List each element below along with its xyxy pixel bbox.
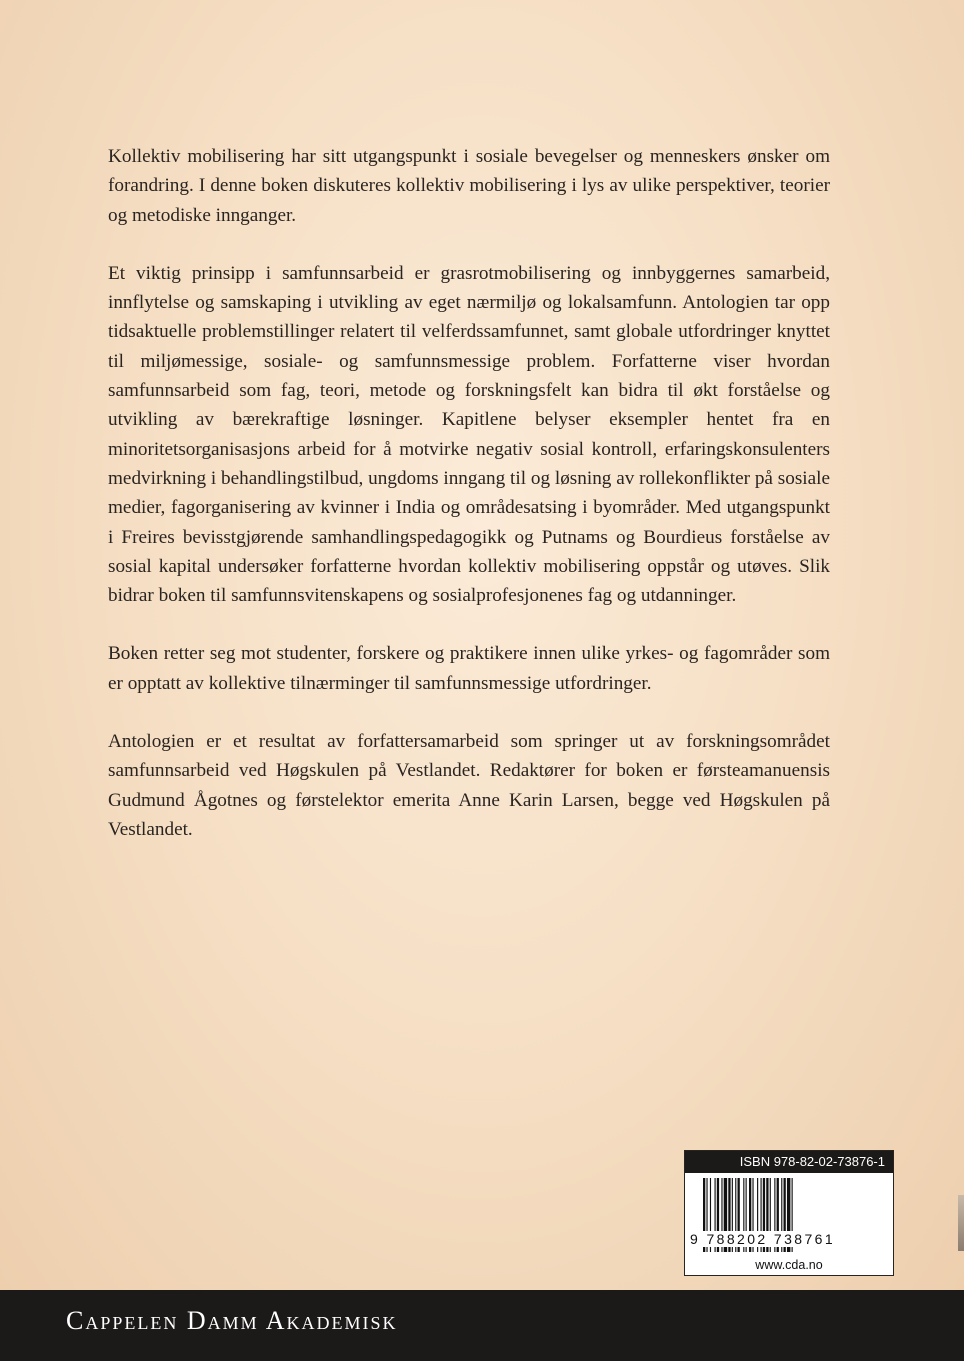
isbn-barcode-box xyxy=(684,1150,894,1276)
blurb-paragraph-4: Antologien er et resultat av forfattersamarbeid som springer ut av forskningsområdet samfunnsarbeid ved Høgskulen på Vestlandet. Redaktører for boken er førsteamanuensis Gudmund Ågotnes og førstelektor emerita Anne Karin Larsen, begge ved Høgskulen på Vestlandet. xyxy=(108,731,830,840)
barcode-digits: 9 788202 738761 xyxy=(690,1231,835,1247)
edge-decoration xyxy=(958,1195,964,1251)
publisher-logo-text: Cappelen Damm Akademisk xyxy=(66,1306,398,1335)
blurb-paragraph-2: Et viktig prinsipp i samfunnsarbeid er grasrotmobilisering og innbyggernes samarbeid, innflytelse og samskaping i utvikling av eget nærmiljø og lokalsamfunn. Antologien tar opp tidsaktuelle problemstillinger relatert til velferdssamfunnet, samt globale utfordringer knyttet til miljømessige, sosiale- og samfunnsmessige problem. Forfatterne viser hvordan samfunnsarbeid som fag, teori, metode og forskningsfelt kan bidra til økt forståelse og utvikling av bærekraftige løsninger. Kapitlene belyser eksempler hentet fra en minoritetsorganisasjons arbeid for å motvirke negativ sosial kontroll, erfaringskonsulenters medvirkning i behandlingstilbud, ungdoms inngang til og løsning av rollekonflikter på sosiale medier, fagorganisering av kvinner i India og områdesatsing i byområder. Med utgangspunkt i Freires bevisstgjørende samhandlingspedagogikk og Putnams og Bourdieus forståelse av sosial kapital undersøker forfatterne hvordan kollektiv mobilisering oppstår og utøves. Slik bidrar boken til samfunnsvitenskapens og sosialprofesjonenes fag og utdanninger. xyxy=(108,262,830,607)
publisher-website: www.cda.no xyxy=(755,1258,823,1272)
blurb-paragraph-3: Boken retter seg mot studenter, forskere og praktikere innen ulike yrkes- og fagområder som er opptatt av kollektive tilnærminger til samfunnsmessige utfordringer. xyxy=(108,643,830,694)
isbn-label: ISBN 978-82-02-73876-1 xyxy=(685,1151,893,1173)
back-cover-blurb xyxy=(108,142,830,873)
blurb-paragraph-1: Kollektiv mobilisering har sitt utgangspunkt i sosiale bevegelser og menneskers ønsker om forandring. I denne boken diskuteres kollektiv mobilisering i lys av ulike perspektiver, teorier og metodiske innganger. xyxy=(108,146,830,226)
